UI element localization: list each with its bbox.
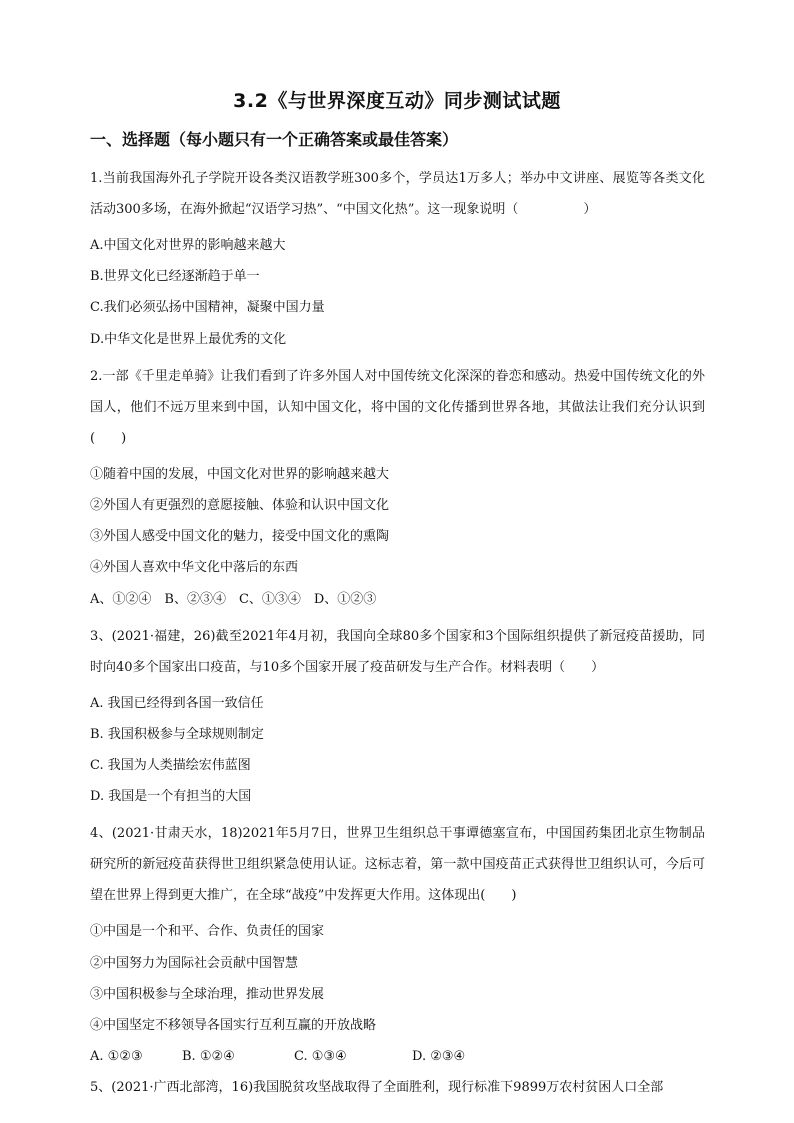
question-4-option-a: A. ①②③ [90,1049,143,1065]
question-1-option-a: A.中国文化对世界的影响越来越大 [90,238,286,253]
question-3-option-d: D. 我国是一个有担当的大国 [90,789,252,805]
question-2-stem: 2.一部《千里走单骑》让我们看到了许多外国人对中国传统文化深深的眷恋和感动。热爱中国传统文化的外国人，他们不远万里来到中国，认知中国文化，将中国的文化传播到世界各地，其做法让我们充分认识到( ) [90,368,705,446]
question-1-option-c: C.我们必须弘扬中国精神，凝聚中国力量 [90,300,325,316]
question-4-option-d: D. ②③④ [412,1049,466,1065]
question-1-stem: 1.当前我国海外孔子学院开设各类汉语教学班300多个，学员达1万多人；举办中文讲座、展览等各类文化活动300多场，在海外掀起“汉语学习热”、“中国文化热”。这一现象说明（ ） [90,171,705,217]
question-2-statement-2: ②外国人有更强烈的意愿接触、体验和认识中国文化 [90,497,390,513]
question-2-options: A、①②④ B、②③④ C、①③④ D、①②③ [90,591,377,607]
question-3-option-b: B. 我国积极参与全球规则制定 [90,726,264,742]
question-2-statement-3: ③外国人感受中国文化的魅力，接受中国文化的熏陶 [90,529,390,545]
question-4-statement-1: ①中国是一个和平、合作、负责任的国家 [90,924,325,940]
question-4-statement-3: ③中国积极参与全球治理，推动世界发展 [90,986,325,1002]
question-3-stem: 3、(2021·福建，26)截至2021年4月初，我国向全球80多个国家和3个国际组织提供了新冠疫苗援助，同时向40多个国家出口疫苗，与10多个国家开展了疫苗研发与生产合作。材料表明（ ） [90,628,705,675]
question-5-stem: 5、(2021·广西北部湾，16)我国脱贫攻坚战取得了全面胜利，现行标准下9899万农村贫困人口全部 [90,1080,664,1096]
section-heading: 一、选择题（每小题只有一个正确答案或最佳答案） [90,130,459,149]
question-4-options [90,1047,705,1067]
question-4-option-b: B. ①②④ [182,1049,235,1065]
question-1-option-b: B.世界文化已经逐渐趋于单一 [90,269,260,285]
questions-list [90,163,705,1110]
question-4-statement-4: ④中国坚定不移领导各国实行互利互赢的开放战略 [90,1018,377,1033]
question-4-stem: 4、(2021·甘肃天水，18)2021年5月7日，世界卫生组织总干事谭德塞宣布，中国国药集团北京生物制品研究所的新冠疫苗获得世卫组织紧急使用认证。这标志着，第一款中国疫苗正式获得世卫组织认可，今后可望在世界上得到更大推广，在全球“战疫”中发挥更大作用。这体现出( ) [90,826,705,904]
question-2-statement-1: ①随着中国的发展，中国文化对世界的影响越来越大 [90,466,390,482]
document-title: 3.2《与世界深度互动》同步测试试题 [233,90,561,112]
question-3-option-c: C. 我国为人类描绘宏伟蓝图 [90,758,251,774]
question-1-option-d: D.中华文化是世界上最优秀的文化 [90,331,287,347]
question-4-option-c: C. ①③④ [294,1049,347,1065]
question-4-statement-2: ②中国努力为国际社会贡献中国智慧 [90,955,299,971]
question-3-option-a: A. 我国已经得到各国一致信任 [90,695,264,711]
question-2-statement-4: ④外国人喜欢中华文化中落后的东西 [90,560,299,576]
